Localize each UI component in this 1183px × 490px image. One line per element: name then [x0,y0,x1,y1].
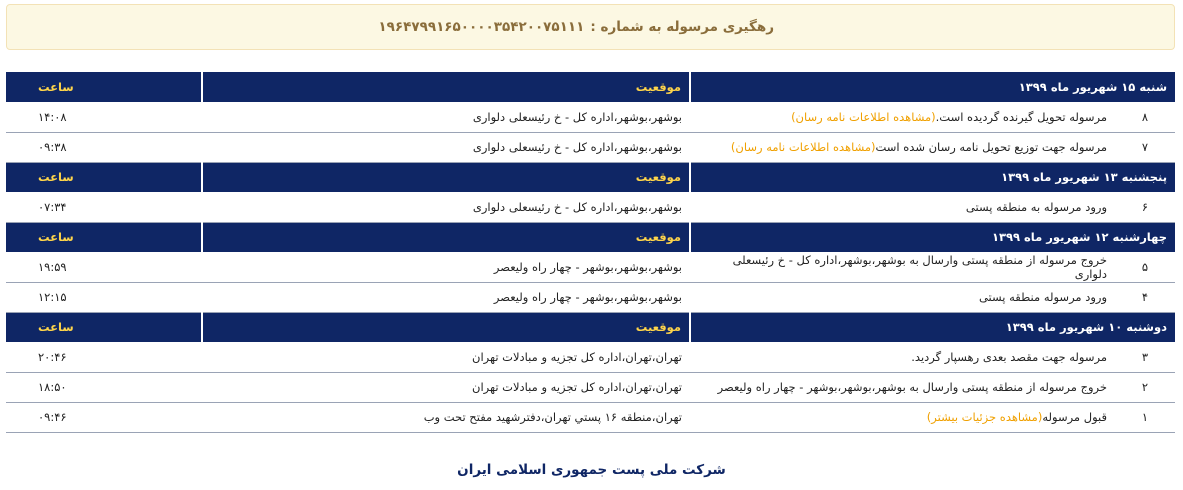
event-time: ۰۹:۳۸ [6,132,202,162]
event-description-cell [690,192,1115,222]
day-header-row [6,72,1175,102]
event-details-link[interactable]: (مشاهده جزئیات بیشتر) [926,410,1043,424]
event-location: تهران،تهران،اداره کل تجزیه و مبادلات تهران [202,372,690,402]
event-location: بوشهر،بوشهر،بوشهر - چهار راه ولیعصر [202,282,690,312]
tracking-table-body [6,72,1175,432]
event-time: ۰۷:۳۴ [6,192,202,222]
event-index: ۲ [1115,372,1175,402]
event-location: تهران،منطقه ۱۶ پستي تهران،دفترشهید مفتح تحت وب [202,402,690,432]
event-description-cell [690,252,1115,282]
event-description: مرسوله جهت توزیع تحویل نامه رسان شده است [875,140,1108,154]
tracking-table [6,72,1175,433]
day-header-row [6,222,1175,252]
event-location: بوشهر،بوشهر،اداره کل - خ رئیسعلی دلواری [202,192,690,222]
event-index: ۵ [1115,252,1175,282]
event-description: مرسوله تحویل گیرنده گردیده است. [935,109,1108,124]
day-date: چهارشنبه ۱۲ شهریور ماه ۱۳۹۹ [690,222,1175,252]
event-index: ۶ [1115,192,1175,222]
location-column-header: موقعیت [202,312,690,342]
location-column-header: موقعیت [202,222,690,252]
footer-company-name: شرکت ملی پست جمهوری اسلامی ایران [457,462,726,478]
event-row [6,252,1175,282]
event-index: ۴ [1115,282,1175,312]
event-index: ۳ [1115,342,1175,372]
day-date: دوشنبه ۱۰ شهریور ماه ۱۳۹۹ [690,312,1175,342]
time-column-header: ساعت [38,80,74,94]
event-description: ورود مرسوله به منطقه پستی [965,199,1108,214]
event-index: ۷ [1115,132,1175,162]
event-description: مرسوله جهت مقصد بعدی رهسپار گردید. [911,349,1108,364]
event-description: قبول مرسوله [1042,410,1108,424]
time-column-header: ساعت [38,230,74,245]
event-details-link[interactable]: (مشاهده اطلاعات نامه رسان) [730,140,876,154]
event-row [6,102,1175,132]
event-description: خروج مرسوله از منطقه پستی وارسال به بوشهر،بوشهر،بوشهر - چهار راه ولیعصر [717,380,1108,394]
event-location: بوشهر،بوشهر،اداره کل - خ رئیسعلی دلواری [202,102,690,132]
event-time: ۱۴:۰۸ [6,102,202,132]
location-column-header: موقعیت [202,162,690,192]
event-time: ۰۹:۴۶ [6,402,202,432]
event-description-cell [690,132,1115,162]
event-time: ۱۹:۵۹ [6,252,202,282]
event-time: ۱۲:۱۵ [6,282,202,312]
event-location: تهران،تهران،اداره کل تجزیه و مبادلات تهران [202,342,690,372]
event-row [6,192,1175,222]
event-row [6,372,1175,402]
event-row [6,282,1175,312]
event-location: بوشهر،بوشهر،بوشهر - چهار راه ولیعصر [202,252,690,282]
event-location: بوشهر،بوشهر،اداره کل - خ رئیسعلی دلواری [202,132,690,162]
event-description-cell [690,102,1115,132]
time-column-header: ساعت [38,170,74,185]
event-description-cell [690,282,1115,312]
tracking-number: ۱۹۶۴۷۹۹۱۶۵۰۰۰۰۳۵۴۲۰۰۷۵۱۱۱ [378,19,585,35]
event-details-link[interactable]: (مشاهده اطلاعات نامه رسان) [791,109,936,124]
event-description-cell [690,342,1115,372]
day-header-row [6,162,1175,192]
day-header-row [6,312,1175,342]
event-description: ورود مرسوله منطقه پستی [978,290,1108,304]
event-index: ۱ [1115,402,1175,432]
tracking-header [6,4,1175,50]
day-date: پنجشنبه ۱۳ شهریور ماه ۱۳۹۹ [690,162,1175,192]
event-row [6,342,1175,372]
event-description-cell [690,372,1115,402]
event-description: خروج مرسوله از منطقه پستی وارسال به بوشهر،بوشهر،اداره کل - خ رئیسعلی دلواری [732,252,1108,281]
event-description-cell [690,402,1115,432]
day-date: شنبه ۱۵ شهریور ماه ۱۳۹۹ [690,72,1175,102]
event-index: ۸ [1115,102,1175,132]
time-column-header: ساعت [38,320,74,335]
location-column-header: موقعیت [202,72,690,102]
tracking-title: رهگیری مرسوله به شماره : [590,19,774,35]
event-row [6,132,1175,162]
event-time: ۲۰:۴۶ [6,342,202,372]
event-time: ۱۸:۵۰ [6,372,202,402]
event-row [6,402,1175,432]
